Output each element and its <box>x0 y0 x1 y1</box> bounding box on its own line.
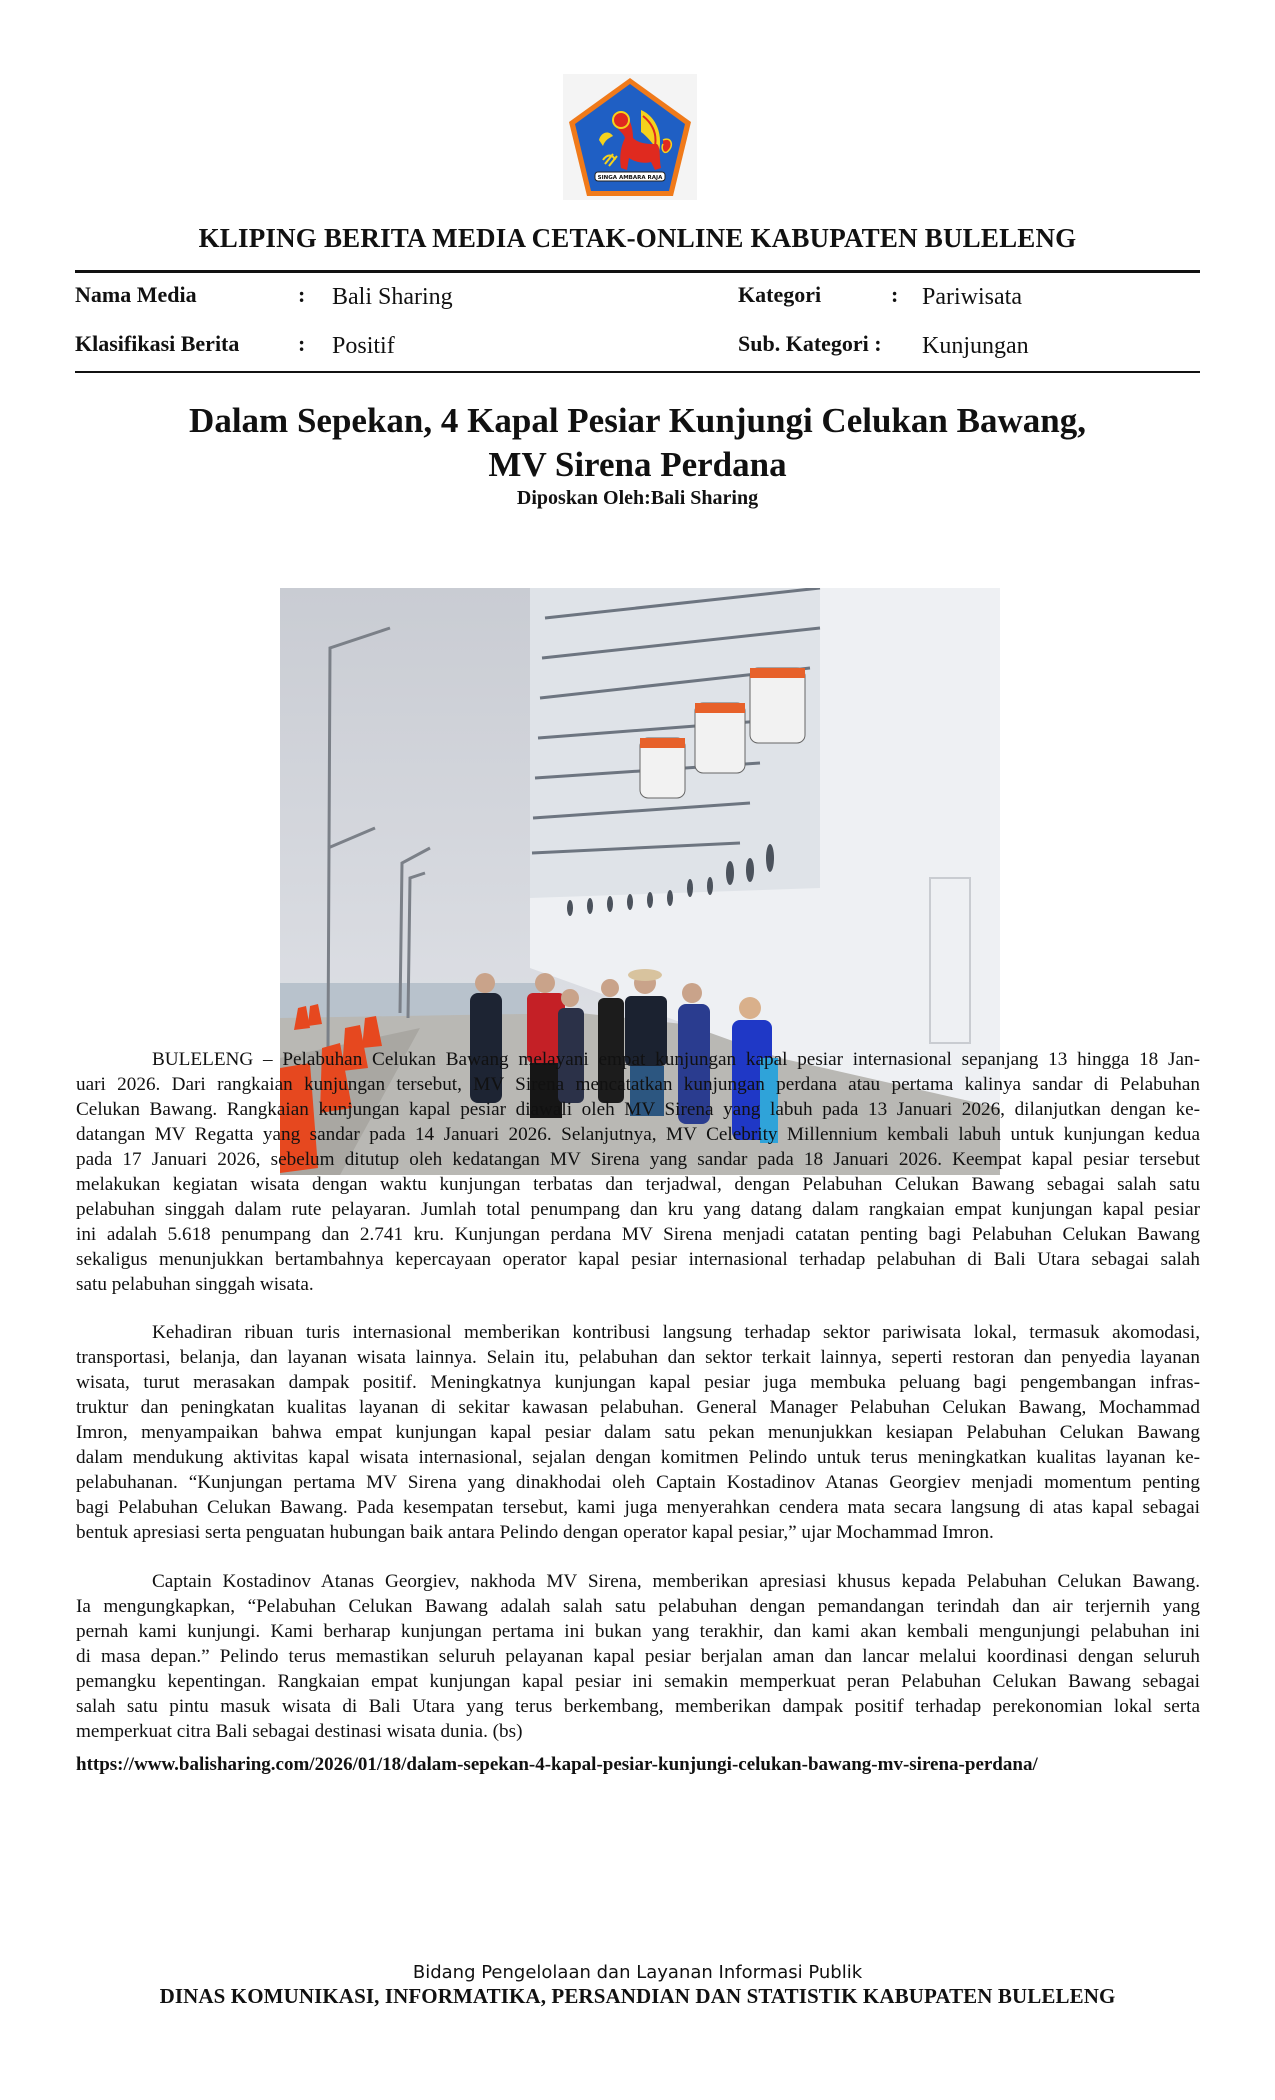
klasifikasi-berita-label: Klasifikasi Berita <box>75 331 240 356</box>
footer-department: Bidang Pengelolaan dan Layanan Informasi Publik <box>412 1962 863 1983</box>
paragraph-line: Ia mengungkapkan, “Pelabuhan Celukan Bawang adalah salah satu pelabuhan dengan pemandangan terindah dan air terjernih yang <box>76 1596 1200 1617</box>
paragraph-line: Celukan Bawang. Rangkaian kunjungan kapal pesiar diawali oleh MV Sirena yang labuh pada 13 Januari 2026, dilanjutkan dengan ke- <box>76 1099 1200 1120</box>
paragraph-line: sekaligus menunjukkan bertambahnya kepercayaan operator kapal pesiar internasional terhadap pelabuhan di Bali Utara sebagai salah <box>76 1249 1200 1270</box>
article-headline-line1: Dalam Sepekan, 4 Kapal Pesiar Kunjungi Celukan Bawang, <box>189 401 1086 440</box>
paragraph-line: melakukan kegiatan wisata dengan waktu kunjungan terbatas dan terjadwal, dengan Pelabuhan Celukan Bawang sebagai salah satu <box>76 1174 1200 1195</box>
paragraph-line: truktur dan peningkatan kualitas layanan di sekitar kawasan pelabuhan. General Manager Pelabuhan Celukan Bawang, Mochammad <box>76 1397 1200 1418</box>
klasifikasi-berita-value: Positif <box>332 333 395 359</box>
logo-motto: SINGA AMBARA RAJA <box>597 175 663 181</box>
article-byline: Diposkan Oleh:Bali Sharing <box>516 487 759 509</box>
paragraph-line: wisata, turut merasakan dampak positif. Meningkatnya kunjungan kapal pesiar juga membuka peluang bagi pengembangan infras- <box>76 1372 1200 1393</box>
paragraph-line: satu pelabuhan singgah wisata. <box>76 1274 314 1295</box>
paragraph-line: uari 2026. Dari rangkaian kunjungan tersebut, MV Sirena mencatatkan kunjungan perdana atau pertama kalinya sandar di Pelabuhan <box>76 1074 1200 1095</box>
nama-media-colon: : <box>298 282 306 307</box>
paragraph-line: dalam mendukung aktivitas kapal wisata internasional, sejalan dengan komitmen Pelindo untuk terus meningkatkan kualitas layanan ke- <box>76 1447 1200 1468</box>
kabupaten-buleleng-logo <box>563 74 697 200</box>
paragraph-line: salah satu pintu masuk wisata di Bali Utara yang terus berkembang, memberikan dampak positif terhadap perekonomian lokal serta <box>76 1696 1200 1717</box>
meta-divider <box>75 371 1200 373</box>
sub-kategori-label: Sub. Kategori : <box>738 331 882 356</box>
paragraph-line: pemangku kepentingan. Rangkaian empat kunjungan kapal pesiar ini semakin memperkuat peran Pelabuhan Celukan Bawang sebagai <box>76 1671 1200 1692</box>
paragraph-line: di masa depan.” Pelindo terus memastikan seluruh pelayanan kapal pesiar berjalan aman dan lancar melalui koordinasi dengan seluruh <box>76 1646 1200 1667</box>
kategori-value: Pariwisata <box>922 284 1022 310</box>
paragraph-line: BULELENG – Pelabuhan Celukan Bawang melayani empat kunjungan kapal pesiar internasional sepanjang 13 hingga 18 Jan- <box>152 1049 1200 1070</box>
paragraph-line: pada 17 Januari 2026, sebelum ditutup oleh kedatangan MV Sirena yang sandar pada 18 Januari 2026. Keempat kapal pesiar tersebut <box>76 1149 1200 1170</box>
footer-agency: DINAS KOMUNIKASI, INFORMATIKA, PERSANDIAN DAN STATISTIK KABUPATEN BULELENG <box>159 1984 1116 2008</box>
nama-media-label: Nama Media <box>75 282 197 307</box>
paragraph-line: Kehadiran ribuan turis internasional memberikan kontribusi langsung terhadap sektor pariwisata lokal, termasuk akomodasi, <box>152 1322 1200 1343</box>
paragraph-line: pelabuhanan. “Kunjungan pertama MV Sirena yang dinakhodai oleh Captain Kostadinov Atanas Georgiev menjadi momentum penting <box>76 1472 1200 1493</box>
source-url[interactable]: https://www.balisharing.com/2026/01/18/dalam-sepekan-4-kapal-pesiar-kunjungi-celukan-bawang-mv-sirena-perdana/ <box>76 1754 1038 1775</box>
article-headline-line2: MV Sirena Perdana <box>488 445 787 484</box>
paragraph-line: Imron, menyampaikan bahwa empat kunjungan kapal pesiar dalam satu pekan menunjukkan kesiapan Pelabuhan Celukan Bawang <box>76 1422 1200 1443</box>
paragraph-line: memperkuat citra Bali sebagai destinasi wisata dunia. (bs) <box>76 1721 523 1742</box>
paragraph-line: ini adalah 5.618 penumpang dan 2.741 kru. Kunjungan perdana MV Sirena menjadi catatan penting bagi Pelabuhan Celukan Bawang <box>76 1224 1200 1245</box>
paragraph-line: pelabuhan singgah dalam rute pelayaran. Jumlah total penumpang dan kru yang datang dalam rangkaian empat kunjungan kapal pesiar <box>76 1199 1200 1220</box>
kategori-label: Kategori <box>738 282 822 307</box>
header-divider <box>75 270 1200 273</box>
kategori-colon: : <box>891 282 899 307</box>
klasifikasi-berita-colon: : <box>298 331 306 356</box>
paragraph-line: transportasi, belanja, dan layanan wisata lainnya. Selain itu, pelabuhan dan sektor terkait lainnya, seperti restoran dan penyedia layanan <box>76 1347 1200 1368</box>
paragraph-line: bagi Pelabuhan Celukan Bawang. Pada kesempatan tersebut, kami juga menyerahkan cendera mata secara langsung di atas kapal sebagai <box>76 1497 1200 1518</box>
document-title: KLIPING BERITA MEDIA CETAK-ONLINE KABUPATEN BULELENG <box>198 223 1077 253</box>
sub-kategori-value: Kunjungan <box>922 333 1029 359</box>
paragraph-line: Captain Kostadinov Atanas Georgiev, nakhoda MV Sirena, memberikan apresiasi khusus kepada Pelabuhan Celukan Bawang. <box>152 1571 1200 1592</box>
nama-media-value: Bali Sharing <box>332 284 453 310</box>
paragraph-line: pernah kami kunjungi. Kami berharap kunjungan pertama ini bukan yang terakhir, dan kami akan kembali mengunjungi pelabuhan ini <box>76 1621 1200 1642</box>
paragraph-line: bentuk apresiasi serta penguatan hubungan baik antara Pelindo dengan operator kapal pesiar,” ujar Mochammad Imron. <box>76 1522 994 1543</box>
paragraph-line: datangan MV Regatta yang sandar pada 14 Januari 2026. Selanjutnya, MV Celebrity Millennium kembali labuh untuk kunjungan kedua <box>76 1124 1200 1145</box>
